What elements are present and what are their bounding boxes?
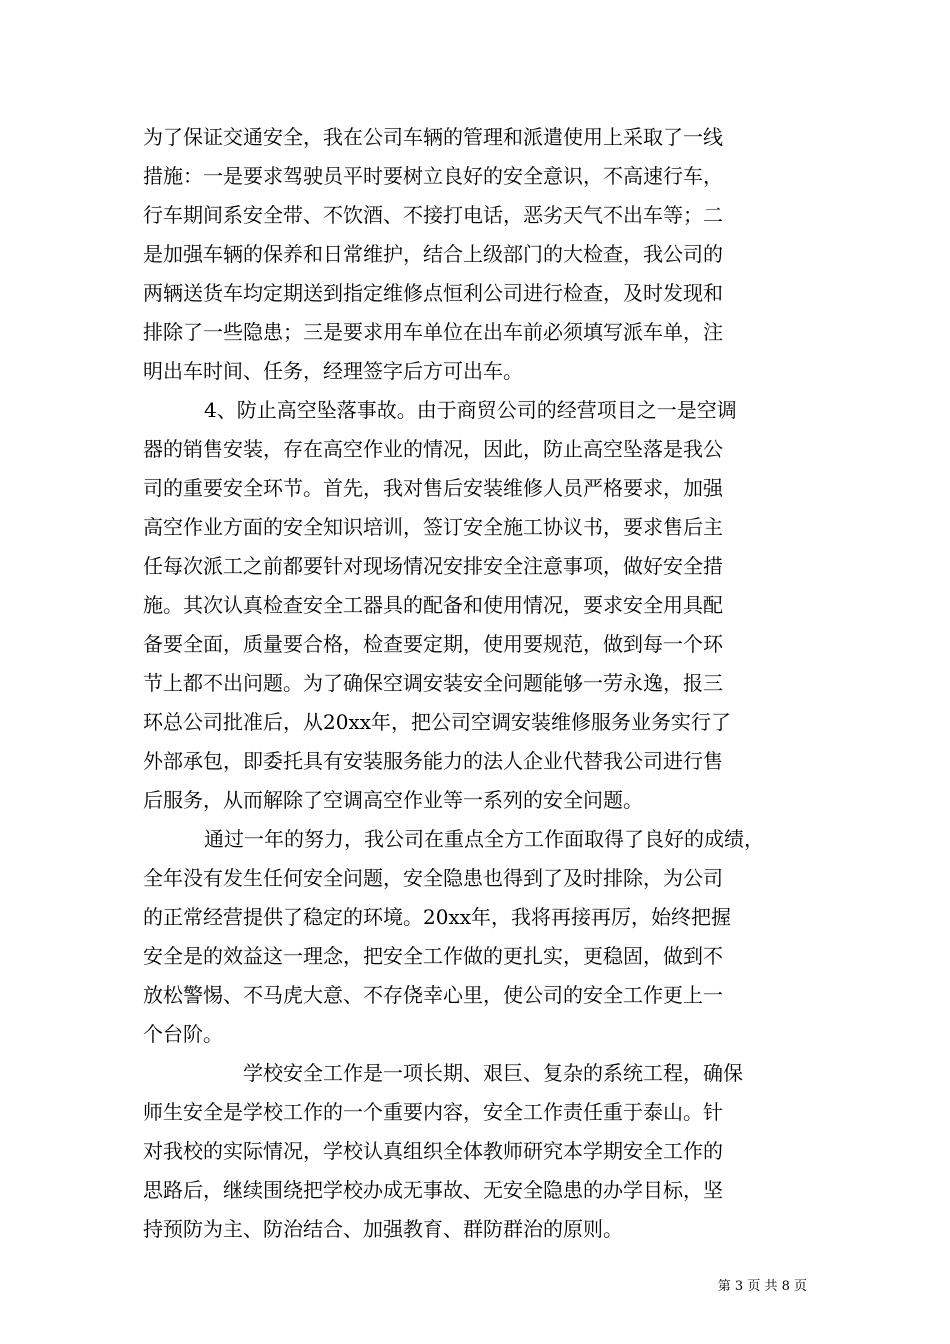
text-line: 后服务，从而解除了空调高空作业等一系列的安全问题。	[143, 788, 643, 812]
text-line: 为了保证交通安全，我在公司车辆的管理和派遣使用上采取了一线	[143, 125, 723, 149]
text-line: 思路后，继续围绕把学校办成无事故、无安全隐患的办学目标，坚	[143, 1178, 723, 1202]
text-line: 两辆送货车均定期送到指定维修点恒利公司进行检查，及时发现和	[143, 281, 723, 305]
text-line: 备要全面，质量要合格，检查要定期，使用要规范，做到每一个环	[143, 632, 723, 656]
text-line: 的正常经营提供了稳定的环境。20xx年，我将再接再厉，始终把握	[143, 905, 732, 929]
text-line: 对我校的实际情况，学校认真组织全体教师研究本学期安全工作的	[143, 1139, 723, 1163]
text-line: 措施：一是要求驾驶员平时要树立良好的安全意识，不高速行车，	[143, 164, 723, 188]
text-line: 高空作业方面的安全知识培训，签订安全施工协议书，要求售后主	[143, 515, 723, 539]
text-line: 施。其次认真检查安全工器具的配备和使用情况，要求安全用具配	[143, 593, 723, 617]
text-line: 外部承包，即委托具有安装服务能力的法人企业代替我公司进行售	[143, 749, 723, 773]
text-line: 司的重要安全环节。首先，我对售后安装维修人员严格要求，加强	[143, 476, 723, 500]
text-line: 全年没有发生任何安全问题，安全隐患也得到了及时排除，为公司	[143, 866, 723, 890]
text-line: 器的销售安装，存在高空作业的情况，因此，防止高空坠落是我公	[143, 437, 723, 461]
text-line: 明出车时间、任务，经理签字后方可出车。	[143, 359, 523, 383]
text-line: 持预防为主、防治结合、加强教育、群防群治的原则。	[143, 1217, 623, 1241]
text-line: 行车期间系安全带、不饮酒、不接打电话，恶劣天气不出车等；二	[143, 203, 723, 227]
text-line: 节上都不出问题。为了确保空调安装安全问题能够一劳永逸，报三	[143, 671, 723, 695]
text-line: 任每次派工之前都要针对现场情况安排安全注意事项，做好安全措	[143, 554, 723, 578]
text-line: 4、防止高空坠落事故。由于商贸公司的经营项目之一是空调	[204, 398, 737, 422]
page-number: 第 3 页 共 8 页	[717, 1279, 807, 1294]
text-line: 安全是的效益这一理念，把安全工作做的更扎实，更稳固，做到不	[143, 944, 723, 968]
text-line: 通过一年的努力，我公司在重点全方工作面取得了良好的成绩，	[204, 827, 764, 851]
text-line: 学校安全工作是一项长期、艰巨、复杂的系统工程，确保	[243, 1061, 743, 1085]
text-line: 师生安全是学校工作的一个重要内容，安全工作责任重于泰山。针	[143, 1100, 723, 1124]
text-line: 放松警惕、不马虎大意、不存侥幸心里，使公司的安全工作更上一	[143, 983, 723, 1007]
text-line: 是加强车辆的保养和日常维护，结合上级部门的大检查，我公司的	[143, 242, 723, 266]
text-line: 排除了一些隐患；三是要求用车单位在出车前必须填写派车单，注	[143, 320, 723, 344]
text-line: 环总公司批准后，从20xx年，把公司空调安装维修服务业务实行了	[143, 710, 732, 734]
text-line: 个台阶。	[143, 1022, 223, 1046]
